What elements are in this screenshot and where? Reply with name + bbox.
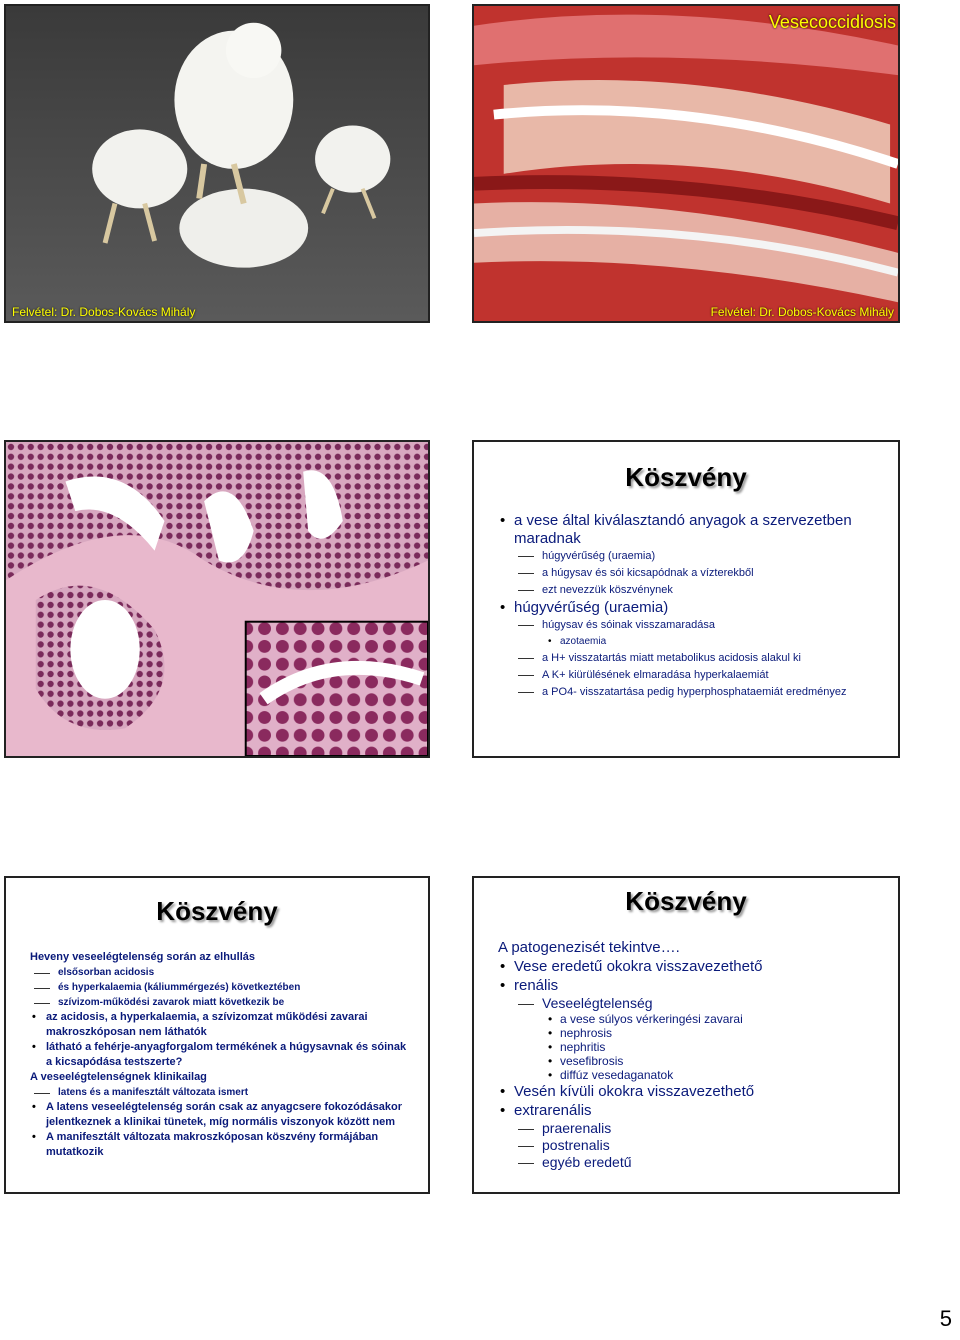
photo-credit: Felvétel: Dr. Dobos-Kovács Mihály xyxy=(12,305,196,319)
paragraph: A veseelégtelenségnek klinikailag xyxy=(30,1071,207,1083)
kidney-photo xyxy=(474,6,898,321)
bullet-item: • a vese által kiválasztandó anyagok a szervezetben maradnak húgyvérűség (uraemia) a húgysav és sói kicsapódnak a vízterekből ezt nevezzük köszvénynek xyxy=(498,512,878,599)
bullet-item: • látható a fehérje-anyagforgalom termékének a húgysavnak és sóinak a kicsapódása testszerte? xyxy=(30,1040,410,1070)
sub-item: a PO4- visszatartása pedig hyperphosphataemiát eredményez xyxy=(514,684,878,701)
sub-sub-item: • nephritis xyxy=(542,1040,880,1054)
chicks-photo xyxy=(6,6,428,321)
sub-item: húgyvérűség (uraemia) xyxy=(514,548,878,565)
bullet-item: • A manifesztált változata makroszkóposan köszvény formájában mutatkozik xyxy=(30,1130,410,1160)
slide-kidney-photo xyxy=(472,4,900,323)
sub-item: szívizom-működési zavarok miatt következik be xyxy=(30,995,410,1010)
paragraph: A patogenezisét tekintve…. xyxy=(498,939,680,956)
sub-item: A K+ kiürülésének elmaradása hyperkalaemiát xyxy=(514,667,878,684)
sub-sub-item: • azotaemia xyxy=(542,634,878,650)
page-number: 5 xyxy=(939,1306,952,1331)
sub-item: ezt nevezzük köszvénynek xyxy=(514,582,878,599)
histology-photo xyxy=(6,442,428,756)
bullet-item: • Vese eredetű okokra visszavezethető xyxy=(498,957,880,976)
slide-body xyxy=(30,950,410,1160)
slide-koszveny-2 xyxy=(4,876,430,1194)
slide-koszveny-3 xyxy=(472,876,900,1194)
sub-item: a H+ visszatartás miatt metabolikus acidosis alakul ki xyxy=(514,650,878,667)
sub-item: praerenalis xyxy=(514,1120,880,1137)
bullet-item: • renális Veseelégtelenség • a vese súlyos vérkeringési zavarai • nephrosis • nephritis • vesefibrosis • diffúz vesedaganatok xyxy=(498,976,880,1082)
slide-title: Köszvény xyxy=(625,462,747,492)
paragraph: Heveny veseelégtelenség során az elhullás xyxy=(30,951,256,963)
slide-title: Köszvény xyxy=(625,886,747,916)
sub-item: latens és a manifesztált változata ismert xyxy=(30,1085,410,1100)
slide-koszveny-1 xyxy=(472,440,900,758)
bullet-item: • Vesén kívüli okokra visszavezethető xyxy=(498,1082,880,1101)
sub-item: Veseelégtelenség • a vese súlyos vérkeringési zavarai • nephrosis • nephritis • vesefibrosis • diffúz vesedaganatok xyxy=(514,995,880,1082)
sub-item: és hyperkalaemia (káliummérgezés) következtében xyxy=(30,980,410,995)
bullet-item: • az acidosis, a hyperkalaemia, a szívizomzat működési zavarai makroszkóposan nem láthatók xyxy=(30,1010,410,1040)
sub-sub-item: • diffúz vesedaganatok xyxy=(542,1068,880,1082)
slide-body xyxy=(498,938,880,1171)
sub-item: postrenalis xyxy=(514,1137,880,1154)
sub-item: egyéb eredetű xyxy=(514,1154,880,1171)
slide-banner-title: Vesecoccidiosis xyxy=(768,12,896,32)
bullet-item: • húgyvérűség (uraemia) húgysav és sóinak visszamaradása • azotaemia a H+ visszatartás miatt metabolikus acidosis alakul ki A K+ kiürülésének elmaradása hyperkalaemiát a PO4- visszatartása pedig hyperphosphataemiát eredményez xyxy=(498,599,878,701)
slide-body xyxy=(498,512,878,701)
sub-item: elsősorban acidosis xyxy=(30,965,410,980)
sub-sub-item: • nephrosis xyxy=(542,1026,880,1040)
slide-chicks-photo xyxy=(4,4,430,323)
slide-histology-photo xyxy=(4,440,430,758)
slide-title: Köszvény xyxy=(156,896,278,926)
sub-item: a húgysav és sói kicsapódnak a vízterekből xyxy=(514,565,878,582)
bullet-item: • extrarenális praerenalis postrenalis egyéb eredetű xyxy=(498,1101,880,1171)
bullet-item: • A latens veseelégtelenség során csak az anyagcsere fokozódásakor jelentkeznek a klinikai tünetek, míg normális viszonyok között nem xyxy=(30,1100,410,1130)
photo-credit: Felvétel: Dr. Dobos-Kovács Mihály xyxy=(710,305,894,319)
sub-sub-item: • vesefibrosis xyxy=(542,1054,880,1068)
sub-item: húgysav és sóinak visszamaradása • azotaemia xyxy=(514,617,878,650)
sub-sub-item: • a vese súlyos vérkeringési zavarai xyxy=(542,1012,880,1026)
